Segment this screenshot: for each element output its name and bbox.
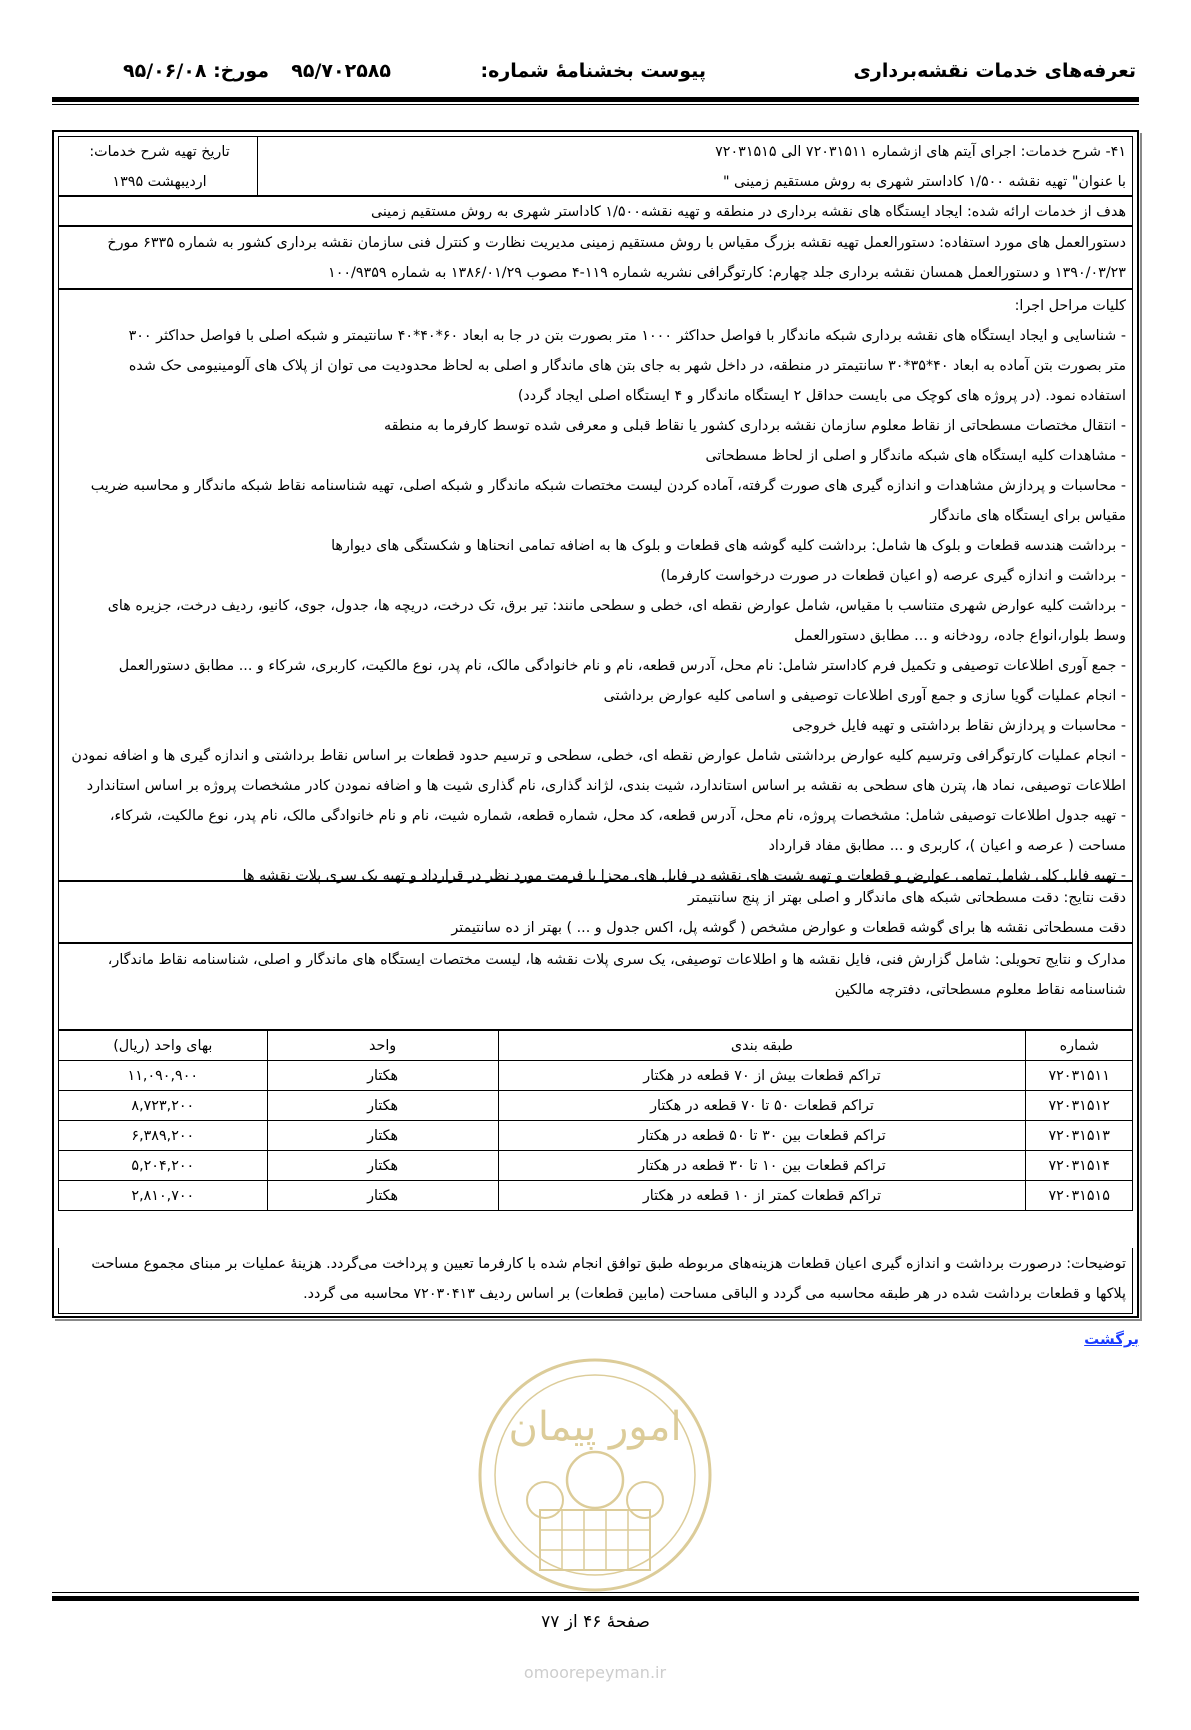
- price-table: [58, 1030, 1133, 1211]
- column-header-classification: طبقه بندی: [498, 1031, 1026, 1061]
- steps-line: - انجام عملیات کارتوگرافی وترسیم کلیه عوارض برداشتی شامل عوارض نقطه ای، خطی، سطحی و ترسیم حدود قطعات بر اساس نقاط برداشتی و اندازه گیری ها و اضافه نمودن: [71, 748, 1126, 764]
- steps-line: - جمع آوری اطلاعات توصیفی و تکمیل فرم کاداستر شامل: نام محل، آدرس قطعه، نام و نام خانوادگی مالک، نام پدر، نوع مالکیت، کاربری، شرکاء و ... مطابق دستورالعمل: [118, 658, 1126, 674]
- steps-line: مقیاس برای ایستگاه های ماندگار: [930, 508, 1126, 524]
- item-unit: هکتار: [267, 1061, 498, 1091]
- back-link[interactable]: برگشت: [1084, 1330, 1139, 1348]
- steps-line: - شناسایی و ایجاد ایستگاه های نقشه برداری شبکه ماندگار با فواصل حداکثر ۱۰۰۰ متر بصورت بتن در جا به ابعاد ۶۰*۴۰*۴۰ سانتیمتر و شبکه اصلی با فواصل حداکثر ۳۰۰: [128, 328, 1126, 344]
- item-classification: تراکم قطعات بین ۱۰ تا ۳۰ قطعه در هکتار: [498, 1151, 1026, 1181]
- accuracy-line: دقت مسطحاتی نقشه ها برای گوشه قطعات و عوارض مشخص ( گوشه پل، اکس جدول و ... ) بهتر از ده سانتیمتر: [451, 920, 1126, 936]
- steps-line: اطلاعات توصیفی، نماد ها، پترن های سطحی به نقشه بر اساس استاندارد، شیت بندی، لژاند گذاری، نام گذاری شیت ها و اضافه نمودن کادر مشخصات پروژه بر اساس استاندارد: [86, 778, 1126, 794]
- item-unit: هکتار: [267, 1151, 498, 1181]
- instructions-line: ۱۳۹۰/۰۳/۲۳ و دستورالعمل همسان نقشه برداری جلد چهارم: کارتوگرافی نشریه شماره ۱۱۹-۴ مصوب ۱۳۸۶/۰۱/۲۹ به شماره ۱۰۰/۹۳۵۹: [328, 265, 1126, 281]
- steps-section: [58, 289, 1133, 884]
- item-number: ۷۲۰۳۱۵۱۵: [1026, 1181, 1133, 1211]
- table-row: [59, 1151, 1133, 1181]
- item-number: ۷۲۰۳۱۵۱۲: [1026, 1091, 1133, 1121]
- item-unit-price: ۱۱,۰۹۰,۹۰۰: [59, 1061, 268, 1091]
- steps-line: مساحت ( عرصه و اعیان )، کاربری و ... مطابق مفاد قرارداد: [768, 838, 1126, 854]
- steps-line: - تهیه فایل کلی شامل تمامی عوارض و قطعات و تهیه شیت های نقشه در فایل های مجزا با فرمت مورد نظر در قرارداد و تهیه یک سری پلات نقشه ها: [242, 868, 1126, 884]
- goal-section: [58, 196, 1133, 226]
- attachment-label: پیوست بخشنامهٔ شماره:: [480, 60, 706, 82]
- accuracy-section: [58, 881, 1133, 943]
- item-classification: تراکم قطعات کمتر از ۱۰ قطعه در هکتار: [498, 1181, 1026, 1211]
- item-classification: تراکم قطعات بیش از ۷۰ قطعه در هکتار: [498, 1061, 1026, 1091]
- item-number: ۷۲۰۳۱۵۱۳: [1026, 1121, 1133, 1151]
- logo-grid: [540, 1510, 650, 1570]
- item-unit-price: ۸,۷۲۳,۲۰۰: [59, 1091, 268, 1121]
- steps-line: - محاسبات و پردازش مشاهدات و اندازه گیری های صورت گرفته، آماده کردن لیست مختصات شبکه ماندگار و شبکه اصلی، تهیه شناسنامه نقاط شبکه ماندگار و محاسبه ضریب: [90, 478, 1126, 494]
- logo-gear: [567, 1452, 623, 1508]
- table-row: [59, 1121, 1133, 1151]
- page-number: صفحهٔ ۴۶ از ۷۷: [541, 1612, 650, 1632]
- price-table-header: [59, 1031, 1133, 1061]
- watermark-site-text: omoorepeyman.ir: [523, 1663, 667, 1682]
- item-unit: هکتار: [267, 1121, 498, 1151]
- service-subtitle-line: با عنوان" تهیه نقشه ۱/۵۰۰ کاداستر شهری به روش مستقیم زمینی ": [722, 174, 1126, 190]
- service-title-line: ۴۱- شرح خدمات: اجرای آیتم های ازشماره ۷۲۰۳۱۵۱۱ الی ۷۲۰۳۱۵۱۵: [715, 144, 1126, 160]
- steps-line: - برداشت هندسه قطعات و بلوک ها شامل: برداشت کلیه گوشه های قطعات و بلوک ها به اضافه تمامی انحناها و شکستگی های دیوارها: [331, 538, 1126, 554]
- footer-rule-thick: [52, 1596, 1139, 1601]
- column-header-number: شماره: [1026, 1031, 1133, 1061]
- instructions-line: دستورالعمل های مورد استفاده: دستورالعمل تهیه نقشه بزرگ مقیاس با روش مستقیم زمینی مدیریت نظارت و کنترل فنی سازمان نقشه برداری کشور به شماره ۶۳۳۵ مورخ: [107, 235, 1126, 251]
- table-row: [59, 1061, 1133, 1091]
- item-number: ۷۲۰۳۱۵۱۱: [1026, 1061, 1133, 1091]
- column-header-unit-price: بهای واحد (ریال): [59, 1031, 268, 1061]
- table-row: [59, 1181, 1133, 1211]
- steps-line: - انجام عملیات گویا سازی و جمع آوری اطلاعات توصیفی و اسامی کلیه عوارض برداشتی: [603, 688, 1126, 704]
- logo-outer-ring: [480, 1360, 710, 1590]
- document-title: تعرفه‌های خدمات نقشه‌برداری: [853, 60, 1136, 82]
- table-row: [59, 1091, 1133, 1121]
- item-classification: تراکم قطعات ۵۰ تا ۷۰ قطعه در هکتار: [498, 1091, 1026, 1121]
- preparation-date-cell: [59, 137, 260, 195]
- item-unit-price: ۵,۲۰۴,۲۰۰: [59, 1151, 268, 1181]
- item-number: ۷۲۰۳۱۵۱۴: [1026, 1151, 1133, 1181]
- steps-line: - برداشت و اندازه گیری عرصه (و اعیان قطعات در صورت درخواست کارفرما): [660, 568, 1126, 584]
- header-rule-thin: [52, 104, 1139, 105]
- circular-date: مورخ: ۹۵/۰۶/۰۸: [123, 60, 269, 82]
- footer-rule-thin: [52, 1592, 1139, 1593]
- notes-line: پلاکها و قطعات برداشت شده در هر طبقه محاسبه می گردد و الباقی مساحت (مابین قطعات) بر اساس ردیف ۷۲۰۳۰۴۱۳ محاسبه می گردد.: [303, 1286, 1126, 1302]
- steps-line: - انتقال مختصات مسطحاتی از نقاط معلوم سازمان نقشه برداری کشور یا نقاط قبلی و معرفی شده توسط کارفرما به منطقه: [383, 418, 1126, 434]
- header-rule-thick: [52, 97, 1139, 102]
- steps-line: متر بصورت بتن آماده به ابعاد ۴۰*۳۵*۳۰ سانتیمتر در منطقه، در داخل شهر به جای بتن های ماندگار و اصلی به لحاظ محدودیت می توان از پلاک های آلومینیومی حک شده: [128, 358, 1126, 374]
- notes-line: توضیحات: درصورت برداشت و اندازه گیری اعیان قطعات هزینه‌های مربوطه طبق توافق انجام شده با کارفرما تعیین و پرداخت می‌گردد. هزینهٔ عملیات بر مبنای مجموع مساحت: [91, 1256, 1126, 1272]
- logo-gear-right: [627, 1482, 663, 1518]
- watermark-logo: [445, 1340, 745, 1730]
- notes-section: [58, 1248, 1133, 1314]
- deliverables-line: مدارک و نتایج تحویلی: شامل گزارش فنی، فایل نقشه ها و اطلاعات توصیفی، یک سری پلات نقشه ها، لیست مختصات ایستگاه های ماندگار و اصلی، شناسنامه نقاط ماندگار،: [107, 952, 1126, 968]
- circular-number: ۹۵/۷۰۲۵۸۵: [291, 60, 391, 82]
- steps-line: - تهیه جدول اطلاعات توصیفی شامل: مشخصات پروژه، نام محل، آدرس قطعه، کد محل، شماره قطعه، شماره شیت، نام و نام خانوادگی مالک، نام پدر، نوع مالکیت، شرکاء،: [109, 808, 1126, 824]
- watermark-logo-text: امور پیمان: [508, 1404, 682, 1450]
- steps-line: - برداشت کلیه عوارض شهری متناسب با مقیاس، شامل عوارض نقطه ای، خطی و سطحی مانند: تیر برق، تک درخت، دریچه ها، جدول، جوی، کانیو، ردیف درخت، جزیره های: [107, 598, 1126, 614]
- instructions-section: [58, 226, 1133, 289]
- logo-gear-left: [527, 1482, 563, 1518]
- item-unit-price: ۲,۸۱۰,۷۰۰: [59, 1181, 268, 1211]
- item-classification: تراکم قطعات بین ۳۰ تا ۵۰ قطعه در هکتار: [498, 1121, 1026, 1151]
- steps-line: استفاده نمود. (در پروژه های کوچک می بایست حداقل ۲ ایستگاه ماندگار و ۴ ایستگاه اصلی ایجاد گردد): [517, 388, 1126, 404]
- steps-line: کلیات مراحل اجرا:: [1014, 298, 1126, 314]
- steps-line: - مشاهدات کلیه ایستگاه های شبکه ماندگار و اصلی از لحاظ مسطحاتی: [705, 448, 1126, 464]
- service-title-row: [58, 136, 1133, 196]
- preparation-date-label: تاریخ تهیه شرح خدمات:: [89, 144, 230, 160]
- deliverables-line: شناسنامه نقاط معلوم مسطحاتی، دفترچه مالکین: [834, 982, 1126, 998]
- service-description-frame: [52, 130, 1139, 1318]
- service-title-cell: [257, 137, 1132, 195]
- item-unit-price: ۶,۳۸۹,۲۰۰: [59, 1121, 268, 1151]
- goal-text: هدف از خدمات ارائه شده: ایجاد ایستگاه های نقشه برداری در منطقه و تهیه نقشه۱/۵۰۰ کاداستر شهری به روش مستقیم زمینی: [370, 204, 1126, 220]
- item-unit: هکتار: [267, 1091, 498, 1121]
- deliverables-section: [58, 943, 1133, 1030]
- column-header-unit: واحد: [267, 1031, 498, 1061]
- item-unit: هکتار: [267, 1181, 498, 1211]
- preparation-date-value: اردیبهشت ۱۳۹۵: [112, 174, 207, 190]
- page-header: [55, 56, 1136, 92]
- steps-line: - محاسبات و پردازش نقاط برداشتی و تهیه فایل خروجی: [792, 718, 1126, 734]
- accuracy-line: دقت نتایج: دقت مسطحاتی شبکه های ماندگار و اصلی بهتر از پنج سانتیمتر: [687, 890, 1126, 906]
- steps-line: وسط بلوار،انواع جاده، رودخانه و ... مطابق دستورالعمل: [794, 628, 1126, 644]
